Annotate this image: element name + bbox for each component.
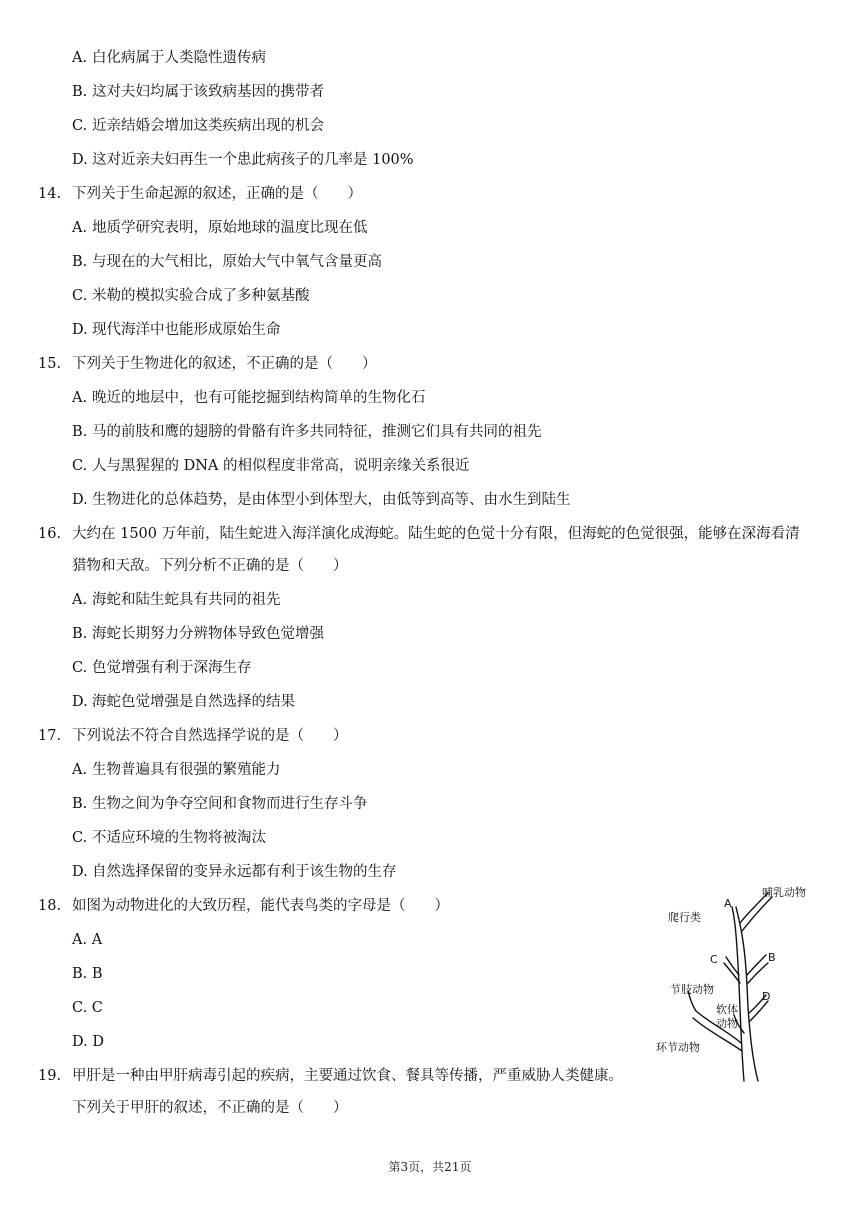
- q19-stem: 19. 甲肝是一种由甲肝病毒引起的疾病，主要通过饮食、餐具等传播，严重威胁人类健康。: [38, 1068, 623, 1084]
- label-arthropods: 节肢动物: [670, 983, 714, 996]
- label-mollusc-1: 软体: [716, 1003, 738, 1016]
- q13-option-d: D. 这对近亲夫妇再生一个患此病孩子的几率是 100%: [72, 152, 414, 168]
- label-mammals: 哺乳动物: [762, 886, 806, 899]
- label-d: D: [762, 990, 771, 1003]
- q15-stem: 15. 下列关于生物进化的叙述，不正确的是（ ）: [38, 356, 377, 372]
- branch-mammals-edge: [742, 897, 772, 931]
- label-annelids: 环节动物: [656, 1041, 700, 1054]
- q13-option-b: B. 这对夫妇均属于该致病基因的携带者: [72, 84, 324, 100]
- q17-stem: 17. 下列说法不符合自然选择学说的是（ ）: [38, 728, 348, 744]
- q15-option-a: A. 晚近的地层中，也有可能挖掘到结构简单的生物化石: [72, 390, 426, 406]
- q16-option-d: D. 海蛇色觉增强是自然选择的结果: [72, 694, 295, 710]
- label-reptiles: 爬行类: [668, 911, 701, 924]
- q18-stem: 18. 如图为动物进化的大致历程，能代表鸟类的字母是（ ）: [38, 898, 449, 914]
- label-b: B: [768, 951, 776, 964]
- q15-option-d: D. 生物进化的总体趋势，是由体型小到体型大，由低等到高等、由水生到陆生: [72, 492, 571, 508]
- branch-b-edge: [748, 963, 768, 983]
- evolution-tree-figure: [648, 883, 820, 1087]
- q18-option-d: D. D: [72, 1034, 104, 1050]
- q13-option-a: A. 白化病属于人类隐性遗传病: [72, 50, 266, 66]
- branch-b: [747, 955, 766, 975]
- label-c: C: [710, 953, 718, 966]
- q18-option-a: A. A: [72, 932, 103, 948]
- q14-option-a: A. 地质学研究表明，原始地球的温度比现在低: [72, 220, 368, 236]
- q16-stem-continued: 猎物和天敌。下列分析不正确的是（ ）: [72, 558, 348, 574]
- q16-option-a: A. 海蛇和陆生蛇具有共同的祖先: [72, 592, 281, 608]
- q17-option-b: B. 生物之间为争夺空间和食物而进行生存斗争: [72, 796, 368, 812]
- q19-stem-continued: 下列关于甲肝的叙述，不正确的是（ ）: [72, 1100, 348, 1116]
- label-mollusc-2: 动物: [716, 1017, 738, 1030]
- q15-option-b: B. 马的前肢和鹰的翅膀的骨骼有许多共同特征，推测它们具有共同的祖先: [72, 424, 542, 440]
- q18-option-c: C. C: [72, 1000, 103, 1016]
- q17-option-c: C. 不适应环境的生物将被淘汰: [72, 830, 266, 846]
- page-footer: 第3页，共21页: [388, 1160, 472, 1174]
- q17-option-d: D. 自然选择保留的变异永远都有利于该生物的生存: [72, 864, 397, 880]
- q17-option-a: A. 生物普遍具有很强的繁殖能力: [72, 762, 281, 778]
- q14-option-d: D. 现代海洋中也能形成原始生命: [72, 322, 281, 338]
- q13-option-c: C. 近亲结婚会增加这类疾病出现的机会: [72, 118, 324, 134]
- q18-option-b: B. B: [72, 966, 103, 982]
- label-a: A: [724, 897, 732, 910]
- q16-option-c: C. 色觉增强有利于深海生存: [72, 660, 252, 676]
- q14-option-b: B. 与现在的大气相比，原始大气中氧气含量更高: [72, 254, 382, 270]
- q14-option-c: C. 米勒的模拟实验合成了多种氨基酸: [72, 288, 310, 304]
- q16-stem: 16. 大约在 1500 万年前，陆生蛇进入海洋演化成海蛇。陆生蛇的色觉十分有限，但海蛇的色觉很强，能够在深海看清: [38, 526, 800, 542]
- q14-stem: 14. 下列关于生命起源的叙述，正确的是（ ）: [38, 186, 362, 202]
- q15-option-c: C. 人与黑猩猩的 DNA 的相似程度非常高，说明亲缘关系很近: [72, 458, 470, 474]
- q16-option-b: B. 海蛇长期努力分辨物体导致色觉增强: [72, 626, 324, 642]
